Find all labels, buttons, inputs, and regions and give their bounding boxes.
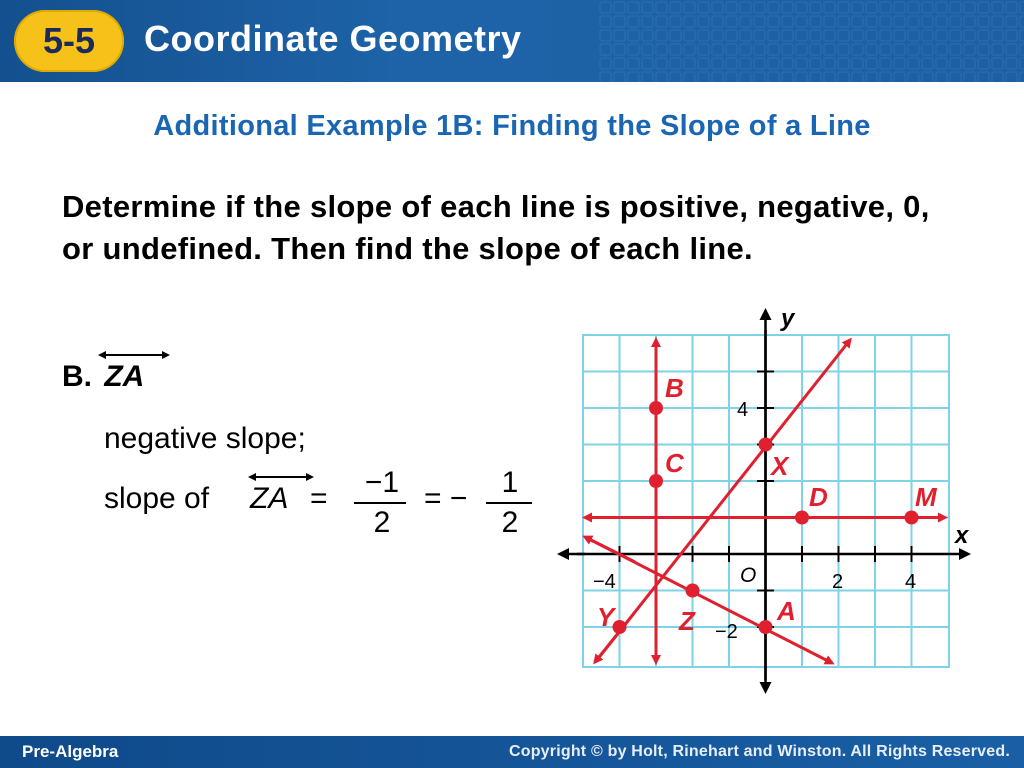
header-grid-cell xyxy=(866,2,877,13)
header-grid-cell xyxy=(1006,44,1017,55)
header-grid-cell xyxy=(838,58,849,69)
slope-type-text: negative slope; xyxy=(104,422,306,455)
header-grid-cell xyxy=(922,2,933,13)
header-grid-cell xyxy=(964,16,975,27)
header-grid-cell xyxy=(880,58,891,69)
point-z xyxy=(686,584,700,598)
header-grid-cell xyxy=(768,16,779,27)
header-grid-cell xyxy=(670,30,681,41)
header-grid-cell xyxy=(922,16,933,27)
header-grid-cell xyxy=(950,16,961,27)
lesson-number: 5-5 xyxy=(42,20,96,61)
header-grid-cell xyxy=(992,58,1003,69)
header-grid-cell xyxy=(754,16,765,27)
fraction-2-denominator: 2 xyxy=(501,506,519,539)
header-grid-cell xyxy=(656,30,667,41)
header-grid-cell xyxy=(614,58,625,69)
header-grid-cell xyxy=(852,16,863,27)
header-grid-cell xyxy=(628,72,639,82)
line-name: ZA xyxy=(104,360,144,394)
header-grid-cell xyxy=(698,30,709,41)
header-grid-cell xyxy=(1006,30,1017,41)
label-y: Y xyxy=(597,602,615,632)
header-grid-cell xyxy=(936,16,947,27)
header-grid-cell xyxy=(614,30,625,41)
header-grid-cell xyxy=(964,2,975,13)
header-grid-cell xyxy=(866,72,877,82)
header-grid-cell xyxy=(922,30,933,41)
header-grid-cell xyxy=(880,44,891,55)
header-grid-cell xyxy=(754,30,765,41)
header-grid-cell xyxy=(978,2,989,13)
header-grid-cell xyxy=(810,30,821,41)
header-grid-cell xyxy=(852,30,863,41)
header-grid-cell xyxy=(698,44,709,55)
header-grid-cell xyxy=(810,58,821,69)
header-grid-cell xyxy=(712,44,723,55)
header-grid-cell xyxy=(838,16,849,27)
header-grid-cell xyxy=(880,16,891,27)
header-grid-cell xyxy=(740,72,751,82)
header-grid-cell xyxy=(670,58,681,69)
header-grid-cell xyxy=(950,72,961,82)
header-grid-cell xyxy=(950,2,961,13)
label-m: M xyxy=(915,482,937,512)
footer-bar xyxy=(0,736,1024,768)
header-grid-cell xyxy=(908,30,919,41)
header-grid-cell xyxy=(768,2,779,13)
header-grid-cell xyxy=(670,44,681,55)
header-grid-cell xyxy=(880,72,891,82)
header-grid-cell xyxy=(922,72,933,82)
y-tick-neg2: −2 xyxy=(715,621,738,643)
header-grid-cell xyxy=(1006,72,1017,82)
header-grid-cell xyxy=(600,58,611,69)
line-name-2: ZA xyxy=(250,482,288,516)
header-grid-cell xyxy=(670,2,681,13)
origin-label: O xyxy=(740,564,757,587)
header-grid-cell xyxy=(656,58,667,69)
equals-sign-2: = − xyxy=(424,482,468,515)
header-grid-cell xyxy=(824,58,835,69)
header-grid-cell xyxy=(894,30,905,41)
header-grid-cell xyxy=(978,58,989,69)
x-axis-label: x xyxy=(955,522,969,549)
header-grid-cell xyxy=(936,2,947,13)
header-grid-cell xyxy=(614,2,625,13)
header-grid-cell xyxy=(1006,16,1017,27)
header-grid-cell xyxy=(768,58,779,69)
header-grid-cell xyxy=(726,72,737,82)
header-grid-cell xyxy=(628,58,639,69)
header-grid-cell xyxy=(628,2,639,13)
header-grid-cell xyxy=(908,72,919,82)
header-grid-cell xyxy=(978,16,989,27)
header-grid-cell xyxy=(740,30,751,41)
header-grid-cell xyxy=(684,44,695,55)
point-a xyxy=(759,620,773,634)
y-axis-label: y xyxy=(781,305,795,332)
header-grid-cell xyxy=(978,44,989,55)
header-grid-cell xyxy=(908,58,919,69)
header-grid-cell xyxy=(908,2,919,13)
header-grid-cell xyxy=(712,2,723,13)
header-grid-cell xyxy=(628,44,639,55)
header-grid-cell xyxy=(726,58,737,69)
point-b xyxy=(649,401,663,415)
header-grid-cell xyxy=(712,30,723,41)
label-x: X xyxy=(771,451,789,481)
header-grid-cell xyxy=(782,72,793,82)
header-grid-cell xyxy=(838,72,849,82)
header-grid-cell xyxy=(950,58,961,69)
fraction-2-bar xyxy=(486,502,532,504)
line-overarrow-icon-2 xyxy=(248,472,314,482)
header-grid-cell xyxy=(768,30,779,41)
header-grid-cell xyxy=(656,16,667,27)
part-letter: B. xyxy=(62,360,92,393)
header-grid-cell xyxy=(894,72,905,82)
header-grid-cell xyxy=(866,16,877,27)
header-grid-cell xyxy=(1020,58,1024,69)
fraction-1-bar xyxy=(354,502,406,504)
instructions-text: Determine if the slope of each line is positive, negative, 0, or undefined. Then find the slope of each line. xyxy=(62,189,930,266)
header-grid-cell xyxy=(782,16,793,27)
header-grid-cell xyxy=(810,72,821,82)
header-grid-cell xyxy=(1020,72,1024,82)
lesson-title: Coordinate Geometry xyxy=(144,18,522,59)
x-tick-4: 4 xyxy=(905,571,917,593)
header-grid-cell xyxy=(726,44,737,55)
header-grid-cell xyxy=(866,44,877,55)
header-grid-cell xyxy=(740,58,751,69)
header-grid-cell xyxy=(796,16,807,27)
header-grid-cell xyxy=(1006,58,1017,69)
header-grid-cell xyxy=(614,44,625,55)
header-grid-cell xyxy=(950,44,961,55)
header-grid-cell xyxy=(992,44,1003,55)
header-grid-cell xyxy=(782,58,793,69)
header-grid-cell xyxy=(824,72,835,82)
header-grid-cell xyxy=(894,44,905,55)
header-grid-cell xyxy=(824,16,835,27)
header-grid-cell xyxy=(992,16,1003,27)
slope-prefix-text: slope of xyxy=(104,482,210,515)
header-grid-cell xyxy=(712,72,723,82)
equals-sign-1: = xyxy=(310,482,328,515)
header-grid-cell xyxy=(978,30,989,41)
label-a: A xyxy=(777,596,796,626)
fraction-2-numerator: 1 xyxy=(501,466,519,499)
header-grid-cell xyxy=(642,16,653,27)
header-grid-cell xyxy=(810,2,821,13)
header-grid-cell xyxy=(698,2,709,13)
header-grid-cell xyxy=(838,44,849,55)
header-grid-cell xyxy=(768,72,779,82)
header-grid-cell xyxy=(642,44,653,55)
header-grid-cell xyxy=(782,2,793,13)
header-grid-cell xyxy=(936,58,947,69)
header-grid-cell xyxy=(866,58,877,69)
lesson-badge xyxy=(14,10,124,72)
point-d xyxy=(795,511,809,525)
course-name: Pre-Algebra xyxy=(22,742,119,761)
header-grid-cell xyxy=(908,16,919,27)
label-z: Z xyxy=(679,606,695,636)
header-grid-cell xyxy=(600,30,611,41)
header-grid-cell xyxy=(656,44,667,55)
line-overarrow-icon xyxy=(98,350,170,360)
header-bar xyxy=(0,0,1024,82)
header-grid-cell xyxy=(782,30,793,41)
header-grid-cell xyxy=(628,16,639,27)
header-grid-cell xyxy=(894,58,905,69)
point-x xyxy=(759,438,773,452)
header-grid-cell xyxy=(698,72,709,82)
header-grid-cell xyxy=(992,2,1003,13)
header-grid-cell xyxy=(1020,30,1024,41)
header-grid-cell xyxy=(908,44,919,55)
point-m xyxy=(905,511,919,525)
header-grid-cell xyxy=(642,30,653,41)
header-grid-cell xyxy=(866,30,877,41)
x-tick-neg4: −4 xyxy=(593,571,616,593)
label-d: D xyxy=(809,482,828,512)
header-grid-cell xyxy=(768,44,779,55)
header-grid-cell xyxy=(642,72,653,82)
header-grid-cell xyxy=(1020,44,1024,55)
header-grid-cell xyxy=(936,44,947,55)
header-grid-cell xyxy=(852,2,863,13)
header-grid-cell xyxy=(796,30,807,41)
header-grid-cell xyxy=(670,72,681,82)
header-grid-cell xyxy=(614,16,625,27)
header-grid-cell xyxy=(656,72,667,82)
header-grid-cell xyxy=(796,72,807,82)
header-grid-cell xyxy=(614,72,625,82)
x-tick-2: 2 xyxy=(832,571,844,593)
point-c xyxy=(649,474,663,488)
copyright-notice: Copyright © by Holt, Rinehart and Winston. All Rights Reserved. xyxy=(508,743,1010,760)
header-grid-cell xyxy=(684,58,695,69)
header-grid-cell xyxy=(852,44,863,55)
part-label xyxy=(62,360,144,394)
header-grid-cell xyxy=(810,16,821,27)
header-grid-cell xyxy=(754,2,765,13)
header-grid-cell xyxy=(852,72,863,82)
header-grid-cell xyxy=(838,30,849,41)
header-grid-cell xyxy=(810,44,821,55)
header-grid-cell xyxy=(754,72,765,82)
header-grid-cell xyxy=(852,58,863,69)
header-grid-cell xyxy=(684,2,695,13)
header-grid-cell xyxy=(824,30,835,41)
header-grid-cell xyxy=(600,72,611,82)
header-grid-cell xyxy=(796,2,807,13)
header-grid-cell xyxy=(726,30,737,41)
header-grid-cell xyxy=(880,30,891,41)
header-grid-cell xyxy=(922,44,933,55)
header-grid-cell xyxy=(894,2,905,13)
header-grid-cell xyxy=(824,44,835,55)
label-b: B xyxy=(665,373,684,403)
label-c: C xyxy=(665,448,684,478)
header-grid-cell xyxy=(1020,16,1024,27)
header-grid-cell xyxy=(698,58,709,69)
header-grid-cell xyxy=(726,16,737,27)
header-grid-cell xyxy=(712,16,723,27)
header-grid-cell xyxy=(726,2,737,13)
header-grid-cell xyxy=(978,72,989,82)
header-grid-cell xyxy=(684,16,695,27)
point-y xyxy=(613,620,627,634)
header-grid-cell xyxy=(642,58,653,69)
header-grid-cell xyxy=(936,72,947,82)
header-grid-cell xyxy=(838,2,849,13)
header-grid-cell xyxy=(740,16,751,27)
header-grid-cell xyxy=(754,58,765,69)
header-grid-cell xyxy=(824,2,835,13)
header-grid-cell xyxy=(600,44,611,55)
header-grid-cell xyxy=(600,2,611,13)
header-grid-cell xyxy=(880,2,891,13)
header-grid-cell xyxy=(698,16,709,27)
fraction-1-numerator: −1 xyxy=(364,466,400,499)
header-grid-cell xyxy=(1020,2,1024,13)
header-grid-cell xyxy=(628,30,639,41)
coordinate-graph xyxy=(555,300,985,695)
header-grid-cell xyxy=(964,44,975,55)
header-grid-cell xyxy=(950,30,961,41)
header-grid-cell xyxy=(992,30,1003,41)
header-grid-cell xyxy=(992,72,1003,82)
header-grid-cell xyxy=(1006,2,1017,13)
fraction-1-denominator: 2 xyxy=(373,506,391,539)
header-grid-cell xyxy=(964,30,975,41)
header-grid-cell xyxy=(642,2,653,13)
example-title: Additional Example 1B: Finding the Slope of a Line xyxy=(153,110,871,142)
header-grid-cell xyxy=(796,44,807,55)
header-grid-cell xyxy=(740,44,751,55)
header-grid-cell xyxy=(754,44,765,55)
header-grid-cell xyxy=(600,16,611,27)
header-grid-cell xyxy=(964,72,975,82)
header-grid-cell xyxy=(684,72,695,82)
header-grid-cell xyxy=(922,58,933,69)
header-grid-cell xyxy=(684,30,695,41)
header-grid-cell xyxy=(936,30,947,41)
header-grid-cell xyxy=(670,16,681,27)
header-grid-cell xyxy=(782,44,793,55)
header-grid-cell xyxy=(964,58,975,69)
header-grid-cell xyxy=(740,2,751,13)
header-grid-cell xyxy=(712,58,723,69)
header-grid-cell xyxy=(894,16,905,27)
header-grid-cell xyxy=(796,58,807,69)
header-grid-cell xyxy=(656,2,667,13)
y-tick-4: 4 xyxy=(737,399,749,421)
